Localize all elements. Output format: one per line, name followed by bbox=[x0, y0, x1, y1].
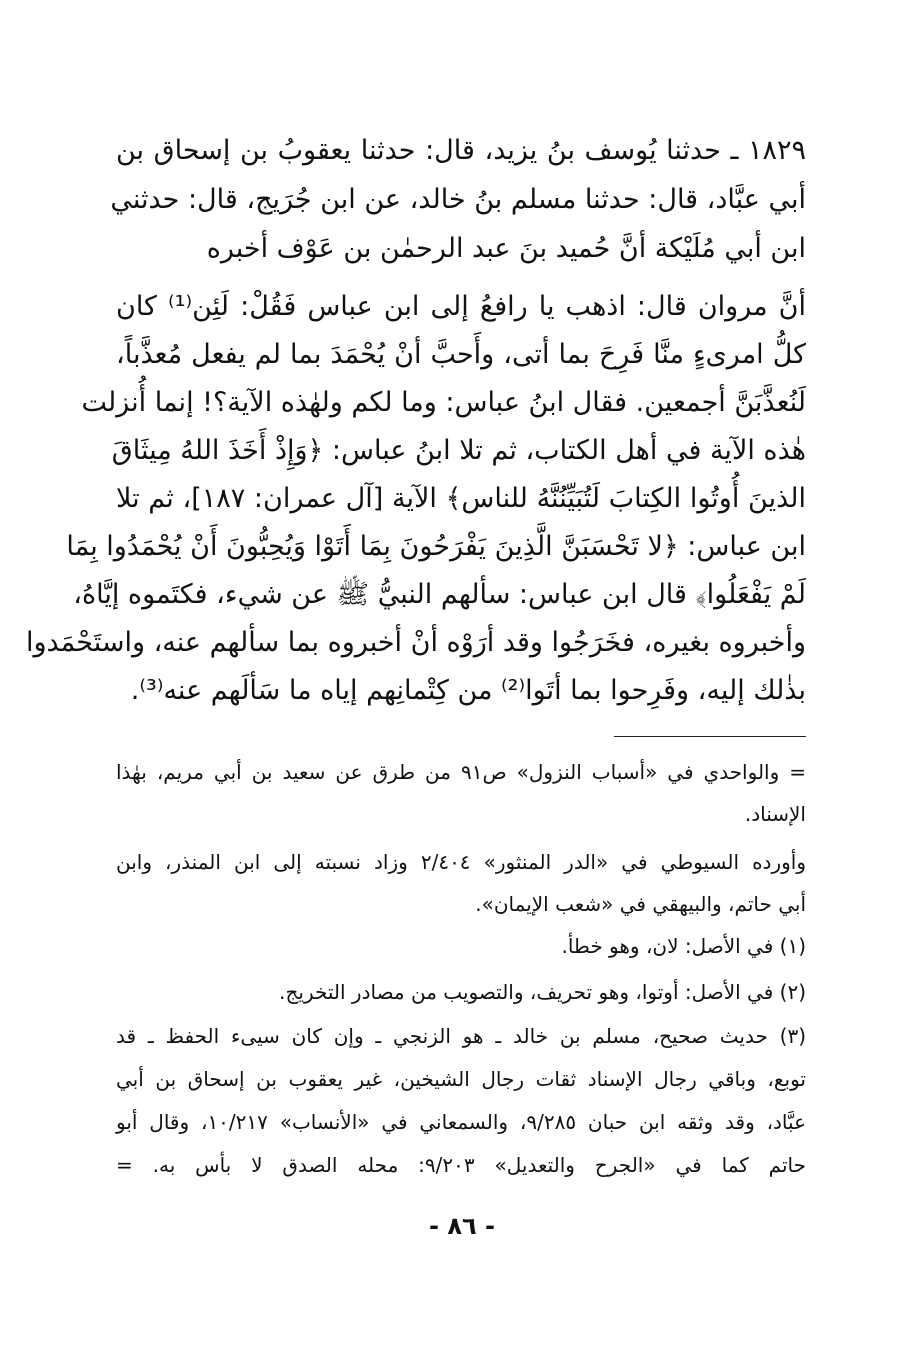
footnote-line: = والواحدي في «أسباب النزول» ص٩١ من طرق عن سعيد بن أبي مريم، بهٰذا bbox=[116, 760, 807, 784]
footnote-line: أبي حاتم، والبيهقي في «شعب الإيمان». bbox=[475, 892, 806, 916]
main-text-line: وأخبروه بغيره، فخَرَجُوا وقد أرَوْه أنْ أخبروه بما سألهم عنه، واستَحْمَدوا bbox=[25, 627, 806, 658]
footnote-line: عبَّاد، وقد وثقه ابن حبان ٩/٢٨٥، والسمعاني في «الأنساب» ١٠/٢١٧، وقال أبو bbox=[116, 1110, 806, 1134]
main-text-line: ١٨٢٩ ـ حدثنا يُوسف بنُ يزيد، قال: حدثنا يعقوبُ بن إسحاق بن bbox=[116, 135, 806, 166]
footnote-line: توبع، وباقي رجال الإسناد ثقات رجال الشيخين، غير يعقوب بن إسحاق بن أبي bbox=[116, 1067, 806, 1091]
footnote-line: حاتم كما في «الجرح والتعديل» ٩/٢٠٣: محله الصدق لا بأس به. = bbox=[116, 1153, 806, 1177]
main-text-line: بذٰلك إليه، وفَرِحوا بما أتَوا⁽²⁾ من كِتْمانِهم إياه ما سَألَهم عنه⁽³⁾. bbox=[130, 675, 806, 706]
main-text-line: لَنُعذَّبَنَّ أجمعين. فقال ابنُ عباس: وما لكم ولهٰذه الآية؟! إنما أُنزلت bbox=[81, 387, 806, 418]
footnote-separator bbox=[614, 736, 806, 737]
footnote-3: (٣) حديث صحيح، مسلم بن خالد ـ هو الزنجي ـ وإن كان سيىء الحفظ ـ قد bbox=[116, 1024, 806, 1048]
main-text-line: الذينَ أُوتُوا الكِتابَ لَتُبَيِّنُنَّهُ للناس﴾ الآية [آل عمران: ١٨٧]، ثم تلا bbox=[116, 483, 806, 514]
footnote-line: وأورده السيوطي في «الدر المنثور» ٢/٤٠٤ وزاد نسبته إلى ابن المنذر، وابن bbox=[116, 850, 806, 874]
page-number: - ٨٦ - bbox=[429, 1212, 495, 1240]
footnote-2: (٢) في الأصل: أوتوا، وهو تحريف، والتصويب من مصادر التخريج. bbox=[279, 980, 806, 1004]
main-text-line: هٰذه الآية في أهل الكتاب، ثم تلا ابنُ عباس: ﴿وَإِذْ أَخَذَ اللهُ مِيثَاقَ bbox=[111, 435, 806, 466]
main-text-line: لَمْ يَفْعَلُوا﴾ قال ابن عباس: سألهم النبيُّ ﷺ عن شيء، فكتَموه إيَّاهُ، bbox=[73, 579, 806, 610]
main-text-line: أنَّ مروان قال: اذهب يا رافعُ إلى ابن عباس فَقُلْ: لَئِن⁽¹⁾ كان bbox=[116, 291, 807, 322]
main-text-line: ابن عباس: ﴿لا تَحْسَبَنَّ الَّذِينَ يَفْرَحُونَ بِمَا أَتَوْا وَيُحِبُّونَ أَنْ يُحْمَدُوا بِمَا bbox=[66, 531, 806, 562]
footnote-line: الإسناد. bbox=[744, 802, 806, 826]
main-text-line: ابن أبي مُلَيْكة أنَّ حُميد بنَ عبد الرحمٰن بن عَوْف أخبره bbox=[206, 233, 806, 264]
main-text-line: أبي عبَّاد، قال: حدثنا مسلم بنُ خالد، عن ابن جُرَيج، قال: حدثني bbox=[110, 184, 806, 215]
footnote-1: (١) في الأصل: لان، وهو خطأ. bbox=[561, 934, 806, 958]
main-text-line: كلُّ امرىءٍ منَّا فَرِحَ بما أتى، وأَحبَّ أنْ يُحْمَدَ بما لم يفعل مُعذَّباً، bbox=[116, 339, 806, 370]
